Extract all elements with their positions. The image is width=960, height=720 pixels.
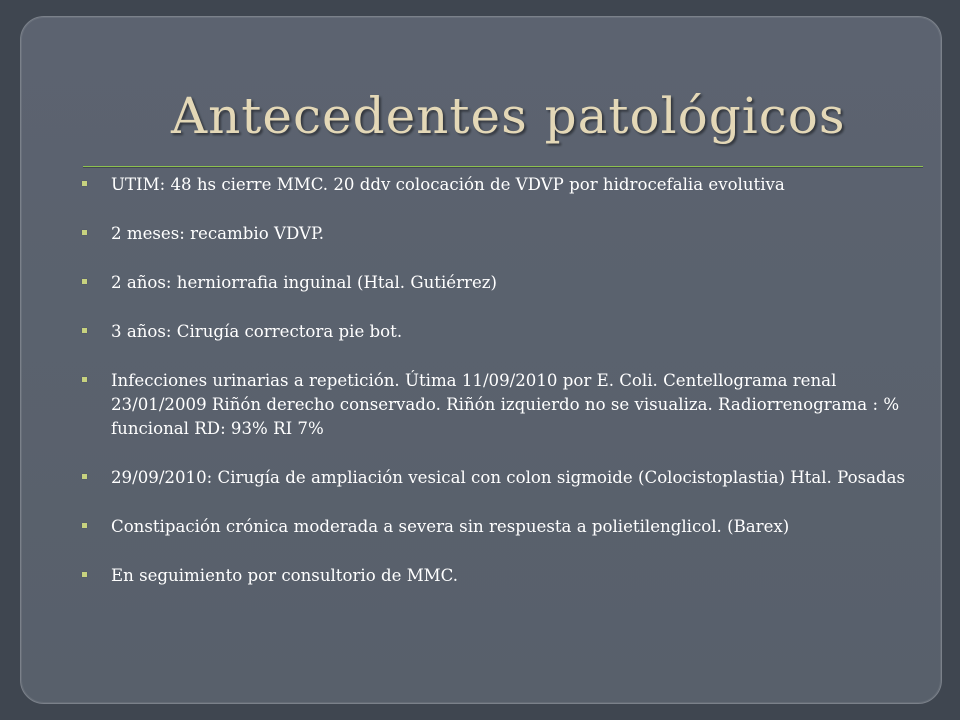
history-item-text: UTIM: 48 hs cierre MMC. 20 ddv colocación de VDVP por hidrocefalia evolutiva — [111, 175, 785, 194]
slide-panel — [20, 16, 942, 704]
history-item-constipation — [79, 515, 929, 539]
history-item-bladder-augmentation — [79, 466, 929, 490]
history-item-text: 2 meses: recambio VDVP. — [111, 224, 325, 243]
slide-title: Antecedentes patológicos — [171, 87, 846, 145]
square-bullet-icon — [82, 230, 87, 235]
square-bullet-icon — [82, 523, 87, 528]
square-bullet-icon — [82, 181, 87, 186]
history-item-text: 2 años: herniorrafia inguinal (Htal. Gutiérrez) — [111, 273, 497, 292]
history-item-urinary-infections — [79, 369, 929, 441]
history-item-clubfoot-surgery — [79, 320, 929, 344]
medical-history-list — [79, 173, 929, 613]
square-bullet-icon — [82, 328, 87, 333]
history-item-follow-up — [79, 564, 929, 588]
history-item-utim — [79, 173, 929, 197]
square-bullet-icon — [82, 474, 87, 479]
history-item-text: Infecciones urinarias a repetición. Útima 11/09/2010 por E. Coli. Centellograma renal 23/01/2009 Riñón derecho conservado. Riñón izquierdo no se visualiza. Radiorrenograma : % funcional RD: 93% RI 7% — [111, 371, 900, 438]
square-bullet-icon — [82, 572, 87, 577]
square-bullet-icon — [82, 377, 87, 382]
history-item-inguinal-hernia — [79, 271, 929, 295]
square-bullet-icon — [82, 279, 87, 284]
history-item-text: 3 años: Cirugía correctora pie bot. — [111, 322, 403, 341]
history-item-text: En seguimiento por consultorio de MMC. — [111, 566, 459, 585]
history-item-text: 29/09/2010: Cirugía de ampliación vesical con colon sigmoide (Colocistoplastia) Htal. Posadas — [111, 468, 906, 487]
title-divider — [83, 166, 923, 167]
history-item-vdvp-replacement — [79, 222, 929, 246]
history-item-text: Constipación crónica moderada a severa sin respuesta a polietilenglicol. (Barex) — [111, 517, 790, 536]
